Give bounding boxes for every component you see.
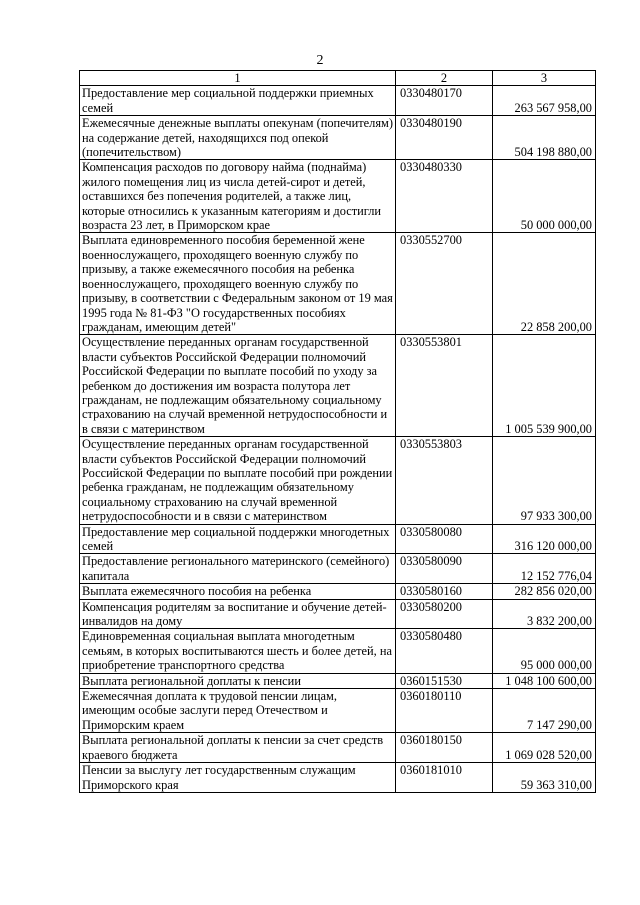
row-amount-cell: 1 005 539 900,00 [493,335,596,437]
row-code-cell: 0360151530 [396,673,493,688]
row-code-cell: 0330480330 [396,160,493,233]
table-row [80,233,596,335]
column-header-amount: 3 [493,71,596,86]
row-amount-cell: 263 567 958,00 [493,86,596,116]
column-header-code: 2 [396,71,493,86]
row-code-cell: 0360180150 [396,733,493,763]
table-row [80,584,596,599]
row-amount-cell: 59 363 310,00 [493,763,596,793]
row-amount-cell: 1 048 100 600,00 [493,673,596,688]
row-code-cell: 0330580480 [396,629,493,673]
table-row [80,554,596,584]
row-code-cell: 0330552700 [396,233,493,335]
row-code-cell: 0330480190 [396,116,493,160]
row-amount-cell: 97 933 300,00 [493,437,596,524]
row-name-cell: Ежемесячные денежные выплаты опекунам (попечителям) на содержание детей, находящихся под опекой (попечительством) [80,116,396,160]
row-name-cell: Выплата региональной доплаты к пенсии [80,673,396,688]
row-amount-cell: 50 000 000,00 [493,160,596,233]
row-name-cell: Ежемесячная доплата к трудовой пенсии лицам, имеющим особые заслуги перед Отечеством и Приморским краем [80,689,396,733]
row-name-cell: Выплата ежемесячного пособия на ребенка [80,584,396,599]
table-row [80,763,596,793]
row-name-cell: Осуществление переданных органам государственной власти субъектов Российской Федерации полномочий Российской Федерации по выплате пособий при рождении ребенка гражданам, не подлежащим обязательному социальному страхованию на случай временной нетрудоспособности и в связи с материнством [80,437,396,524]
row-code-cell: 0330580090 [396,554,493,584]
row-amount-cell: 316 120 000,00 [493,524,596,554]
row-name-cell: Единовременная социальная выплата многодетным семьям, в которых воспитываются шесть и более детей, на приобретение транспортного средства [80,629,396,673]
row-name-cell: Компенсация расходов по договору найма (поднайма) жилого помещения лиц из числа детей-сирот и детей, оставшихся без попечения родителей, а также лиц, которые относились к указанным категориям и достигли возраста 23 лет, в Приморском крае [80,160,396,233]
table-header-row [80,71,596,86]
table-row [80,335,596,437]
row-name-cell: Предоставление регионального материнского (семейного) капитала [80,554,396,584]
row-amount-cell: 282 856 020,00 [493,584,596,599]
row-code-cell: 0360181010 [396,763,493,793]
table-row [80,733,596,763]
row-name-cell: Осуществление переданных органам государственной власти субъектов Российской Федерации полномочий Российской Федерации по выплате пособий по уходу за ребенком до достижения им возраста полутора лет гражданам, не подлежащим обязательному социальному страхованию на случай временной нетрудоспособности и в связи с материнством [80,335,396,437]
row-code-cell: 0330580160 [396,584,493,599]
table-row [80,437,596,524]
row-name-cell: Выплата единовременного пособия беременной жене военнослужащего, проходящего военную службу по призыву, а также ежемесячного пособия на ребенка военнослужащего, проходящего военную службу по призыву, в соответствии с Федеральным законом от 19 мая 1995 года № 81-ФЗ "О государственных пособиях гражданам, имеющим детей" [80,233,396,335]
row-code-cell: 0330553801 [396,335,493,437]
row-amount-cell: 1 069 028 520,00 [493,733,596,763]
row-amount-cell: 3 832 200,00 [493,599,596,629]
row-code-cell: 0330580200 [396,599,493,629]
table-row [80,160,596,233]
table-row [80,673,596,688]
row-name-cell: Пенсии за выслугу лет государственным служащим Приморского края [80,763,396,793]
row-amount-cell: 12 152 776,04 [493,554,596,584]
table-row [80,116,596,160]
column-header-name: 1 [80,71,396,86]
row-amount-cell: 7 147 290,00 [493,689,596,733]
row-amount-cell: 95 000 000,00 [493,629,596,673]
row-name-cell: Предоставление мер социальной поддержки приемных семей [80,86,396,116]
row-code-cell: 0330580080 [396,524,493,554]
row-amount-cell: 22 858 200,00 [493,233,596,335]
budget-table [79,70,596,793]
row-name-cell: Компенсация родителям за воспитание и обучение детей-инвалидов на дому [80,599,396,629]
row-code-cell: 0330480170 [396,86,493,116]
table-row [80,86,596,116]
row-code-cell: 0330553803 [396,437,493,524]
page-number: 2 [316,53,324,68]
row-amount-cell: 504 198 880,00 [493,116,596,160]
table-row [80,599,596,629]
table-row [80,629,596,673]
row-code-cell: 0360180110 [396,689,493,733]
table-row [80,689,596,733]
table-row [80,524,596,554]
row-name-cell: Выплата региональной доплаты к пенсии за счет средств краевого бюджета [80,733,396,763]
row-name-cell: Предоставление мер социальной поддержки многодетных семей [80,524,396,554]
